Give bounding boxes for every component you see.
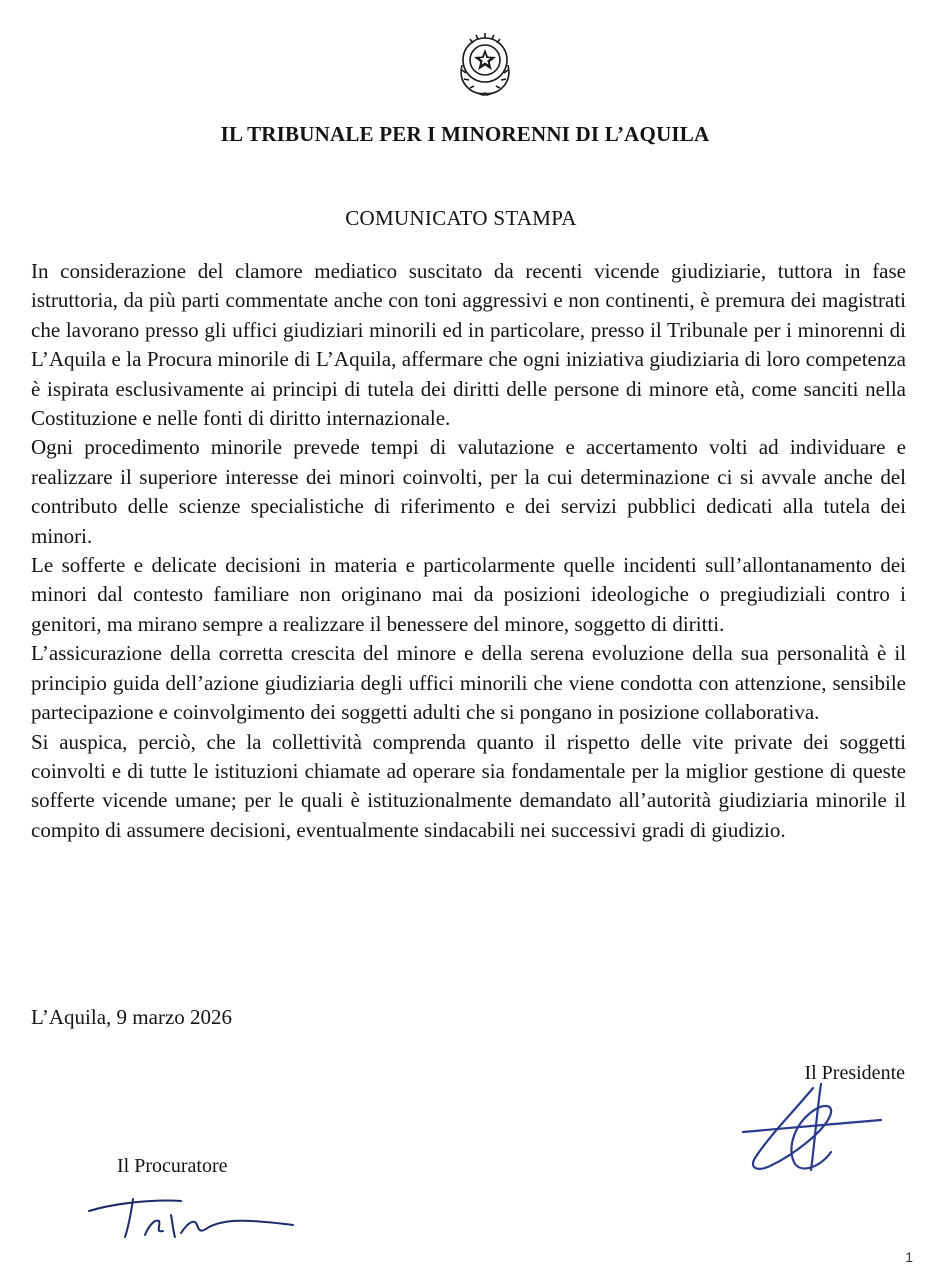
procuratore-signature-icon — [85, 1185, 305, 1245]
emblem-of-italy-icon — [452, 27, 518, 99]
president-label: Il Presidente — [804, 1062, 905, 1084]
paragraph: L’assicurazione della corretta crescita del minore e della serena evoluzione della sua personalità è il principio guida dell’azione giudiziaria degli uffici minorili che viene condotta con attenzione, sensibile partecipazione e coinvolgimento dei soggetti adulti che si pongano in posizione collaborativa. — [31, 641, 906, 725]
procuratore-label: Il Procuratore — [117, 1155, 228, 1177]
paragraph: Ogni procedimento minorile prevede tempi di valutazione e accertamento volti ad individuare e realizzare il superiore interesse dei minori coinvolti, per la cui determinazione ci si avvale anche del contributo delle scienze specialistiche di riferimento e dei servizi pubblici dedicati alla tutela dei minori. — [31, 435, 906, 548]
court-name: IL TRIBUNALE PER I MINORENNI DI L’AQUILA — [220, 122, 710, 146]
paragraph: In considerazione del clamore mediatico suscitato da recenti vicende giudiziarie, tuttora in fase istruttoria, da più parti commentate anche con toni aggressivi e non continenti, è premura dei magistrati che lavorano presso gli uffici giudiziari minorili ed in particolare, presso il Tribunale per i minorenni di L’Aquila e la Procura minorile di L’Aquila, affermare che ogni iniziativa giudiziaria di loro competenza è ispirata esclusivamente ai principi di tutela dei diritti delle persone di minore età, come sanciti nella Costituzione e nelle fonti di diritto internazionale. — [31, 259, 906, 431]
paragraph: Le sofferte e delicate decisioni in materia e particolarmente quelle incidenti sull’allontanamento dei minori dal contesto familiare non originano mai da posizioni ideologiche o pregiudiziali contro i genitori, ma mirano sempre a realizzare il benessere del minore, soggetto di diritti. — [31, 553, 906, 636]
paragraph: Si auspica, perciò, che la collettività comprenda quanto il rispetto delle vite private dei soggetti coinvolti e di tutte le istituzioni chiamate ad operare sia fondamentale per la miglior gestione di queste sofferte vicende umane; per le quali è istituzionalmente demandato all’autorità giudiziaria minorile il compito di assumere decisioni, eventualmente sindacabili nei successivi gradi di giudizio. — [31, 729, 906, 842]
place-and-date: L’Aquila, 9 marzo 2026 — [31, 1005, 233, 1029]
page-number: 1 — [905, 1249, 913, 1265]
press-release-body — [31, 257, 906, 845]
document-title: COMUNICATO STAMPA — [345, 206, 577, 230]
president-signature-icon — [735, 1080, 885, 1180]
